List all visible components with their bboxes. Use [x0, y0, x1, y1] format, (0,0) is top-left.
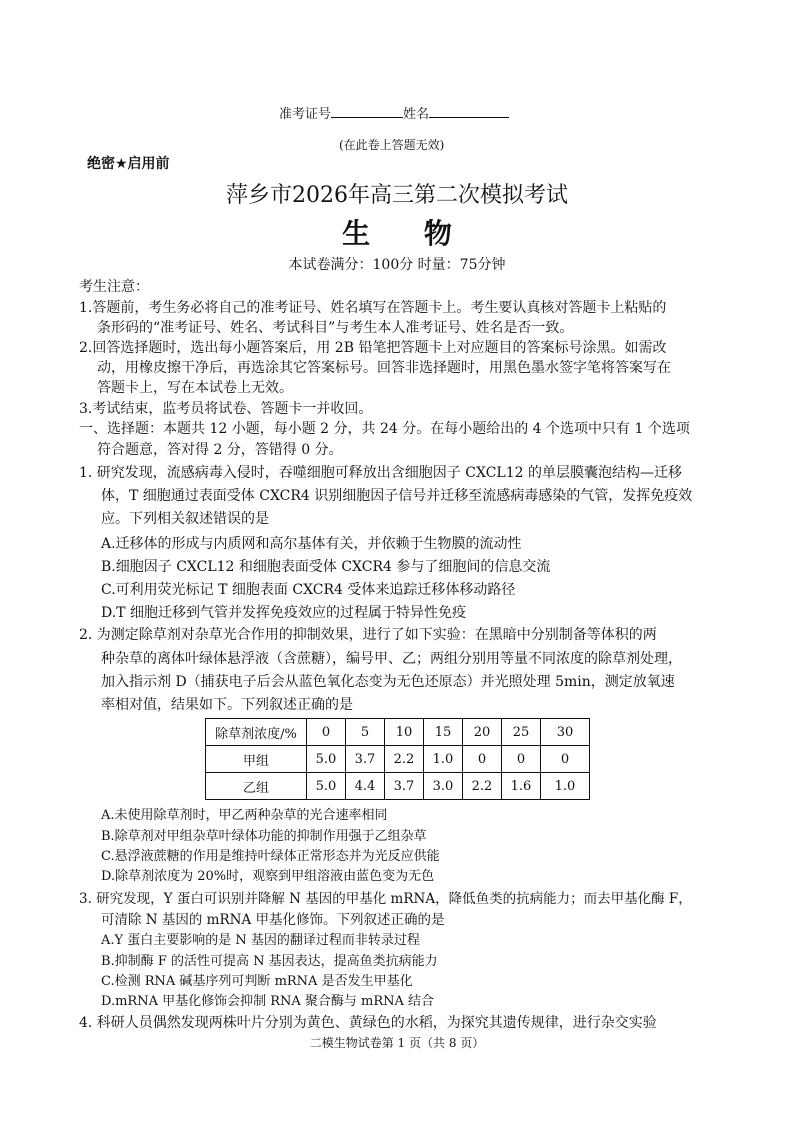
page-footer: 二模生物试卷第 1 页（共 8 页）: [309, 1036, 485, 1050]
question-3-option-c: C.检测 RNA 碱基序列可判断 mRNA 是否发生甲基化: [101, 974, 413, 989]
question-1-text: 1. 研究发现，流感病毒入侵时，吞噬细胞可释放出含细胞因子 CXCL12 的单层膜囊泡结构—迁移: [79, 465, 682, 481]
question-2-text: 加入指示剂 D（捕获电子后会从蓝色氧化态变为无色还原态）并光照处理 5min，测定放氧速: [101, 674, 675, 690]
question-3-text: 可清除 N 基因的 mRNA 甲基化修饰。下列叙述正确的是: [101, 912, 445, 928]
table-row-label: 乙组: [206, 773, 307, 800]
notes-line: 2.回答选择题时，选出每小题答案后，用 2B 铅笔把答题卡上对应题目的答案标号涂黑。如需改: [79, 340, 667, 356]
table-header-cell: 15: [424, 719, 463, 746]
table-row-label: 甲组: [206, 746, 307, 773]
exam-id-row: [279, 103, 509, 122]
notes-line: 答题卡上，写在本试卷上无效。: [97, 380, 293, 396]
exam-id-label: 准考证号: [279, 107, 332, 122]
question-2-text: 2. 为测定除草剂对杂草光合作用的抑制效果，进行了如下实验：在黑暗中分别制备等体积的两: [79, 627, 657, 643]
table-cell: 5.0: [307, 746, 346, 773]
question-3-text: 3. 研究发现，Y 蛋白可识别并降解 N 基因的甲基化 mRNA，降低鱼类的抗病能力；而去甲基化酶 F，: [79, 891, 692, 907]
table-cell: 0: [541, 746, 590, 773]
question-3-option-b: B.抑制酶 F 的活性可提高 N 基因表达，提高鱼类抗病能力: [101, 954, 438, 969]
table-row: [206, 773, 590, 800]
notes-line: 动，用橡皮擦干净后，再选涂其它答案标号。回答非选择题时，用黑色墨水签字笔将答案写在: [97, 360, 671, 376]
table-header-cell: 0: [307, 719, 346, 746]
table-cell: 1.0: [424, 746, 463, 773]
subject-title: 生 物: [342, 217, 474, 250]
table-header-cell: 除草剂浓度/%: [206, 719, 307, 746]
table-cell: 1.0: [541, 773, 590, 800]
question-3-option-a: A.Y 蛋白主要影响的是 N 基因的翻译过程而非转录过程: [101, 933, 420, 948]
question-1-option-b: B.细胞因子 CXCL12 和细胞表面受体 CXCR4 参与了细胞间的信息交流: [101, 559, 551, 575]
table-cell: 3.7: [385, 773, 424, 800]
question-1-option-c: C.可利用荧光标记 T 细胞表面 CXCR4 受体来追踪迁移体移动路径: [101, 582, 516, 598]
question-3-option-d: D.mRNA 甲基化修饰会抑制 RNA 聚合酶与 mRNA 结合: [101, 994, 435, 1009]
table-cell: 0: [463, 746, 502, 773]
table-cell: 2.2: [463, 773, 502, 800]
table-row: [206, 746, 590, 773]
table-cell: 3.0: [424, 773, 463, 800]
notes-line: 1.答题前，考生务必将自己的准考证号、姓名填写在答题卡上。考生要认真核对答题卡上粘贴的: [79, 300, 667, 316]
question-2-text: 率相对值，结果如下。下列叙述正确的是: [101, 697, 353, 713]
question-2-option-d: D.除草剂浓度为 20%时，观察到甲组溶液由蓝色变为无色: [101, 869, 435, 884]
table-cell: 5.0: [307, 773, 346, 800]
table-header-cell: 5: [346, 719, 385, 746]
question-2-option-c: C.悬浮液蔗糖的作用是维持叶绿体正常形态并为光反应供能: [101, 849, 440, 864]
section-heading: 一、选择题：本题共 12 小题，每小题 2 分，共 24 分。在每小题给出的 4 个选项中只有 1 个选项: [79, 421, 690, 437]
notes-line: 条形码的“准考证号、姓名、考试科目”与考生本人准考证号、姓名是否一致。: [97, 320, 574, 336]
exam-id-blank: [331, 105, 403, 118]
question-1-option-a: A.迁移体的形成与内质网和高尔基体有关，并依赖于生物膜的流动性: [101, 536, 522, 552]
question-1-text: 体，T 细胞通过表面受体 CXCR4 识别细胞因子信号并迁移至流感病毒感染的气管，发挥免疫效: [101, 488, 693, 504]
question-2-option-a: A.未使用除草剂时，甲乙两种杂草的光合速率相同: [101, 808, 388, 823]
table-cell: 4.4: [346, 773, 385, 800]
table-cell: 1.6: [502, 773, 541, 800]
table-header-cell: 25: [502, 719, 541, 746]
section-heading-cont: 符合题意，答对得 2 分，答错得 0 分。: [97, 442, 343, 458]
table-cell: 2.2: [385, 746, 424, 773]
table-header-cell: 20: [463, 719, 502, 746]
herbicide-table: [205, 718, 590, 800]
table-cell: 3.7: [346, 746, 385, 773]
question-2-option-b: B.除草剂对甲组杂草叶绿体功能的抑制作用强于乙组杂草: [101, 829, 427, 844]
invalid-note: (在此卷上答题无效): [339, 138, 445, 152]
table-header-cell: 10: [385, 719, 424, 746]
question-4-text: 4. 科研人员偶然发现两株叶片分别为黄色、黄绿色的水稻，为探究其遗传规律，进行杂交实验: [79, 1015, 657, 1031]
question-1-option-d: D.T 细胞迁移到气管并发挥免疫效应的过程属于特异性免疫: [101, 605, 466, 621]
notes-heading: 考生注意：: [79, 279, 149, 295]
name-blank: [429, 105, 509, 118]
name-label: 姓名: [403, 107, 430, 122]
table-header-row: [206, 719, 590, 746]
notes-line: 3.考试结束，监考员将试卷、答题卡一并收回。: [79, 401, 373, 417]
secret-label: 绝密★启用前: [87, 156, 170, 172]
score-time: 本试卷满分：100分 时量：75分钟: [288, 257, 506, 273]
table-cell: 0: [502, 746, 541, 773]
table-header-cell: 30: [541, 719, 590, 746]
page-title: 萍乡市2026年高三第二次模拟考试: [226, 183, 568, 208]
question-1-text: 应。下列相关叙述错误的是: [101, 511, 269, 527]
question-2-text: 种杂草的离体叶绿体悬浮液（含蔗糖），编号甲、乙；两组分别用等量不同浓度的除草剂处理，: [101, 651, 682, 667]
